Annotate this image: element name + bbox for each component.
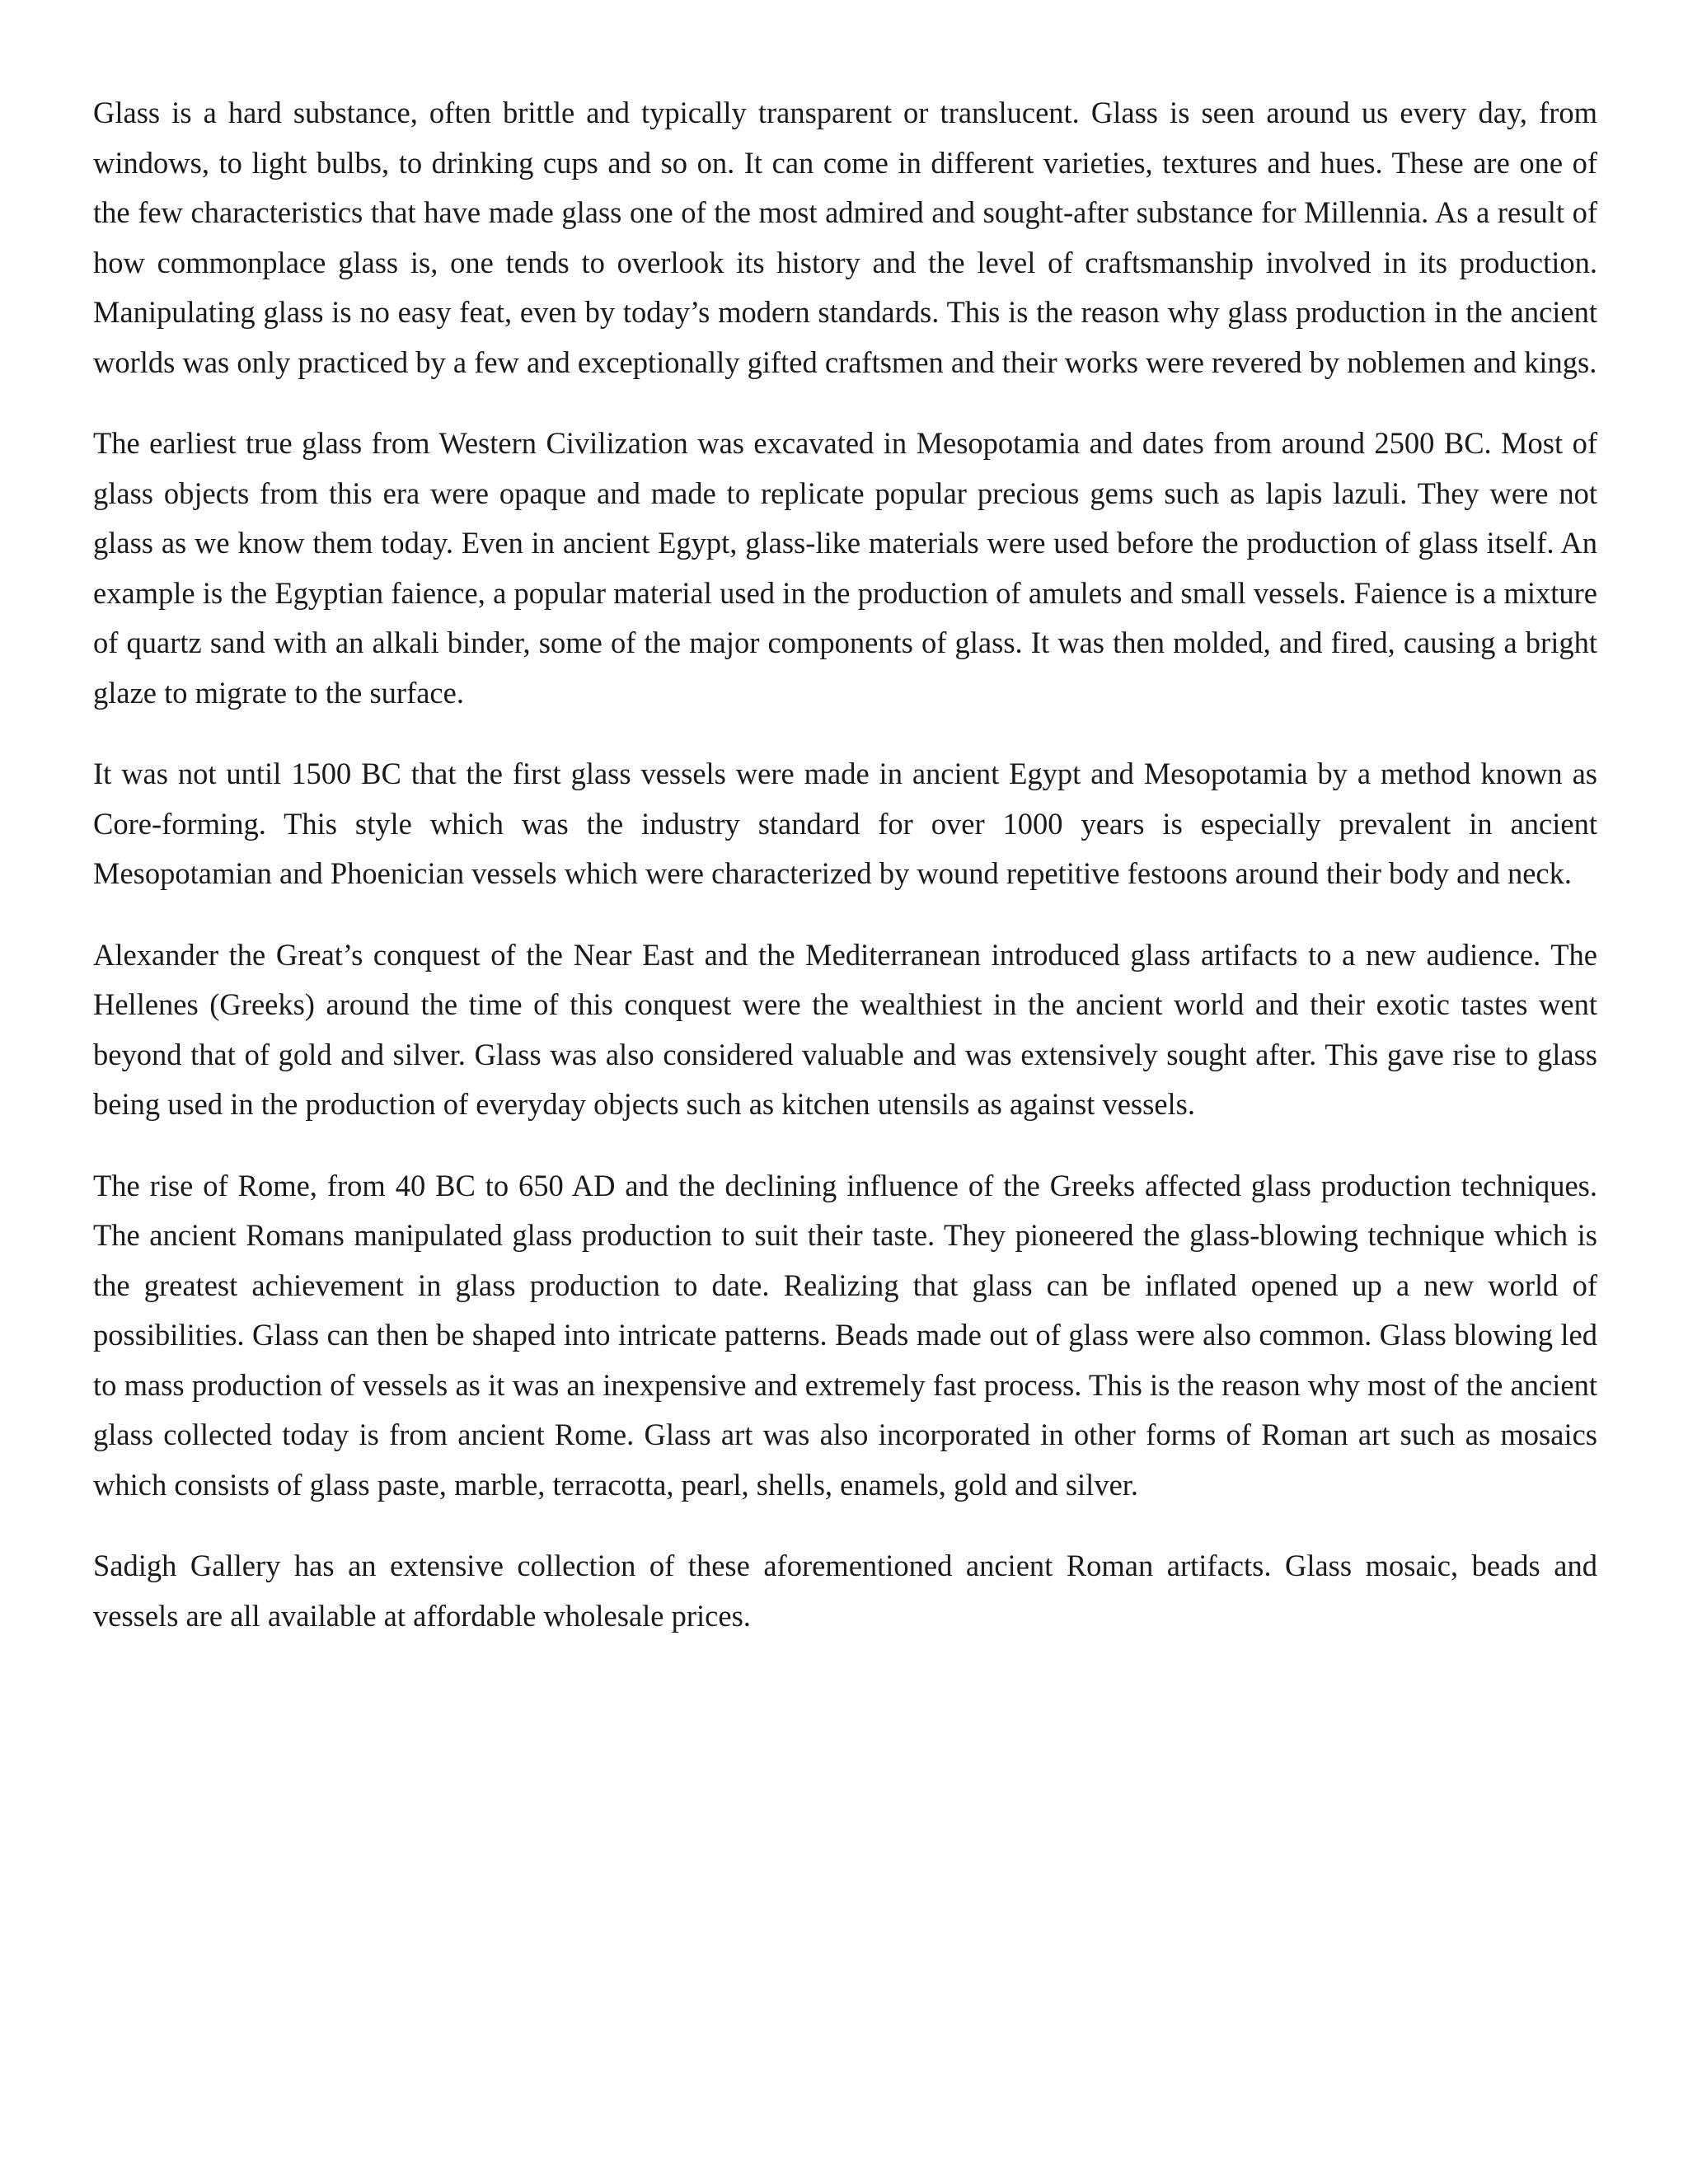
paragraph-alexander: Alexander the Great’s conquest of the Near East and the Mediterranean introduced glass artifacts to a new audience. The Hellenes (Greeks) around the time of this conquest were the wealthiest in the ancient world and their exotic tastes went beyond that of gold and silver. Glass was also considered valuable and was extensively sought after. This gave rise to glass being used in the production of everyday objects such as kitchen utensils as against vessels. (93, 937, 1597, 1121)
paragraph-core-forming: It was not until 1500 BC that the first glass vessels were made in ancient Egypt and Mesopotamia by a method known as Core-forming. This style which was the industry standard for over 1000 years is especially prevalent in ancient Mesopotamian and Phoenician vessels which were characterized by wound repetitive festoons around their body and neck. (93, 757, 1597, 890)
paragraph-sadigh-gallery: Sadigh Gallery has an extensive collection of these aforementioned ancient Roman artifacts. Glass mosaic, beads and vessels are all available at affordable wholesale prices. (93, 1549, 1597, 1633)
paragraph-introduction: Glass is a hard substance, often brittle and typically transparent or translucent. Glass is seen around us every day, from windows, to light bulbs, to drinking cups and so on. It can come in different varieties, textures and hues. These are one of the few characteristics that have made glass one of the most admired and sought-after substance for Millennia. As a result of how commonplace glass is, one tends to overlook its history and the level of craftsmanship involved in its production. Manipulating glass is no easy feat, even by today’s modern standards. This is the reason why glass production in the ancient worlds was only practiced by a few and exceptionally gifted craftsmen and their works were revered by noblemen and kings. (93, 96, 1597, 379)
paragraph-mesopotamia: The earliest true glass from Western Civilization was excavated in Mesopotamia and dates from around 2500 BC. Most of glass objects from this era were opaque and made to replicate popular precious gems such as lapis lazuli. They were not glass as we know them today. Even in ancient Egypt, glass-like materials were used before the production of glass itself. An example is the Egyptian faience, a popular material used in the production of amulets and small vessels. Faience is a mixture of quartz sand with an alkali binder, some of the major components of glass. It was then molded, and fired, causing a bright glaze to migrate to the surface. (93, 426, 1597, 710)
paragraph-rome: The rise of Rome, from 40 BC to 650 AD and the declining influence of the Greeks affected glass production techniques. The ancient Romans manipulated glass production to suit their taste. They pioneered the glass-blowing technique which is the greatest achievement in glass production to date. Realizing that glass can be inflated opened up a new world of possibilities. Glass can then be shaped into intricate patterns. Beads made out of glass were also common. Glass blowing led to mass production of vessels as it was an inexpensive and extremely fast process. This is the reason why most of the ancient glass collected today is from ancient Rome. Glass art was also incorporated in other forms of Roman art such as mosaics which consists of glass paste, marble, terracotta, pearl, shells, enamels, gold and silver. (93, 1168, 1597, 1502)
document-body (93, 88, 1597, 1672)
